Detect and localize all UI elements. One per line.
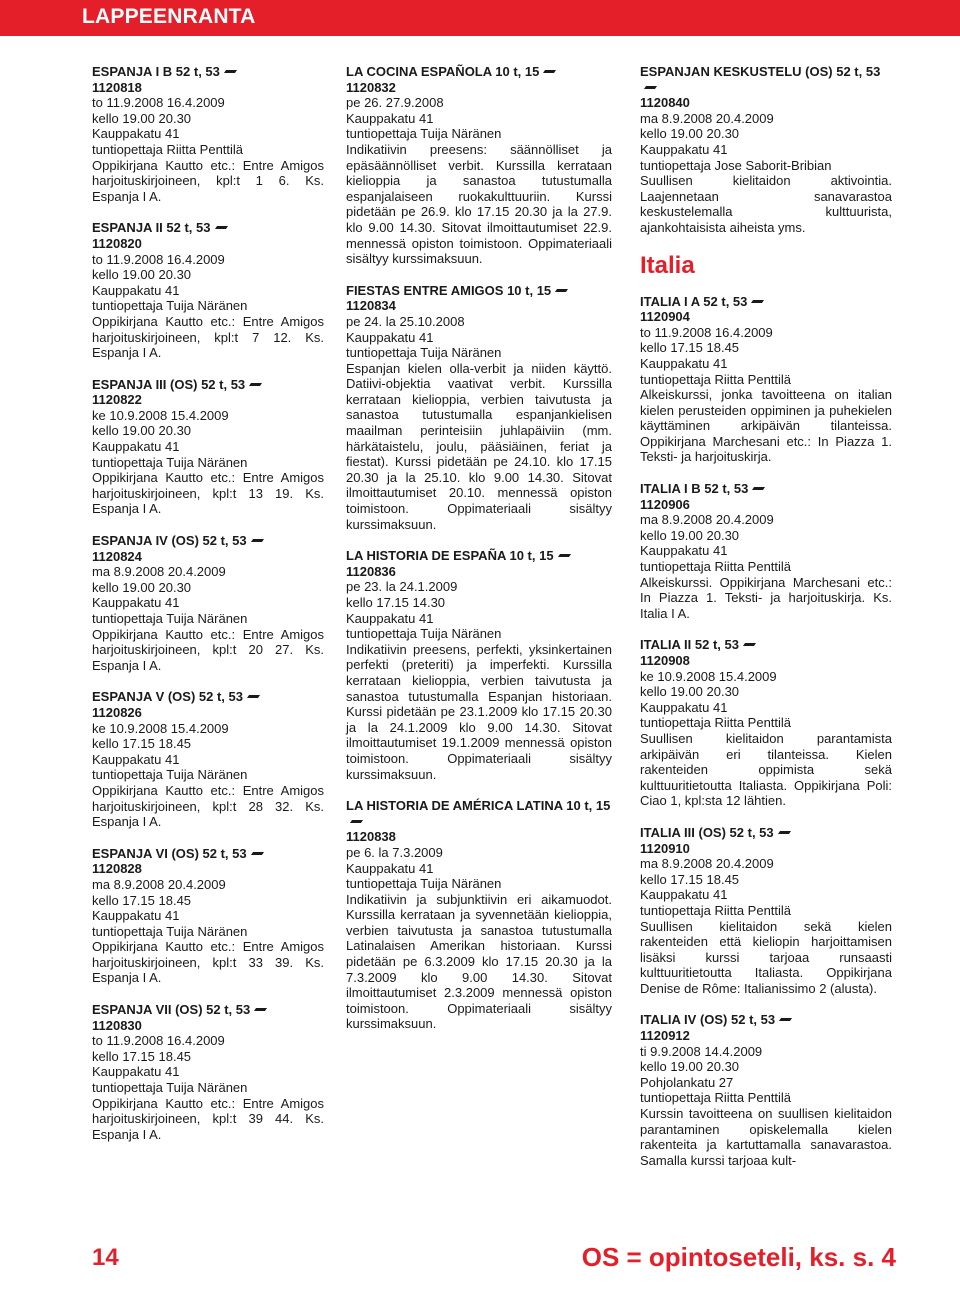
euro-icon	[543, 67, 555, 75]
course-detail-line: to 11.9.2008 16.4.2009	[92, 95, 225, 111]
course-code: 1120830	[92, 1017, 142, 1033]
course-detail-line: ma 8.9.2008 20.4.2009	[640, 110, 774, 126]
euro-icon	[752, 484, 764, 492]
course-description: Oppikirjana Kautto etc.: Entre Amigos harjoituskirjoineen, kpl:t 20 27. Ks. Espanja I A.	[92, 626, 324, 673]
course-entry	[640, 1012, 892, 1168]
course-code: 1120824	[92, 548, 142, 564]
course-entry	[640, 637, 892, 809]
course-detail-line: pe 24. la 25.10.2008	[346, 313, 465, 329]
course-detail-line: ke 10.9.2008 15.4.2009	[92, 720, 229, 736]
course-title-text: ESPANJAN KESKUSTELU (OS) 52 t, 53	[640, 64, 881, 79]
course-title	[346, 283, 612, 299]
course-detail-line: tuntiopettaja Tuija Näränen	[346, 876, 502, 892]
euro-icon	[779, 1015, 791, 1023]
course-detail-line: tuntiopettaja Riitta Penttilä	[92, 141, 244, 157]
course-detail-line: tuntiopettaja Riitta Penttilä	[640, 371, 792, 387]
course-detail-line: ma 8.9.2008 20.4.2009	[92, 876, 226, 892]
euro-icon	[743, 640, 755, 648]
column-3-top	[640, 64, 892, 236]
course-code: 1120818	[92, 79, 142, 95]
course-detail-line: tuntiopettaja Riitta Penttilä	[640, 559, 792, 575]
course-title-text: ESPANJA IV (OS) 52 t, 53	[92, 533, 247, 549]
column-1	[92, 64, 324, 1158]
course-title	[92, 220, 324, 236]
course-title-text: ESPANJA II 52 t, 53	[92, 220, 211, 236]
course-title-text: LA COCINA ESPAÑOLA 10 t, 15	[346, 64, 540, 79]
course-detail-line: Kauppakatu 41	[640, 355, 728, 371]
euro-icon	[215, 223, 227, 231]
course-entry	[346, 798, 612, 1032]
course-detail-line: tuntiopettaja Tuija Näränen	[92, 611, 248, 626]
euro-icon	[350, 817, 362, 825]
course-detail-line: kello 17.15 18.45	[92, 736, 192, 752]
course-title	[640, 825, 892, 841]
course-detail-line: tuntiopettaja Tuija Näränen	[346, 126, 502, 142]
course-detail-line: tuntiopettaja Tuija Näränen	[92, 767, 248, 783]
course-detail-line: kello 17.15 18.45	[92, 1048, 192, 1064]
course-detail-line: to 11.9.2008 16.4.2009	[92, 1033, 225, 1049]
course-detail-line: kello 19.00 20.30	[640, 1059, 740, 1075]
page-number: 14	[92, 1244, 119, 1271]
course-detail-line: to 11.9.2008 16.4.2009	[92, 251, 225, 267]
course-code: 1120834	[346, 298, 396, 314]
course-detail-line: Kauppakatu 41	[346, 329, 434, 345]
course-description: Alkeiskurssi, jonka tavoitteena on italian kielen perusteiden oppiminen ja puhekielen käyttäminen arkipäivän tilanteissa. Oppikirjana Marchesani etc.: In Piazza 1. Teksti- ja harjoituskirja.	[640, 387, 892, 465]
course-detail-line: pe 6. la 7.3.2009	[346, 844, 443, 860]
course-description: Alkeiskurssi. Oppikirjana Marchesani etc.: In Piazza 1. Teksti- ja harjoituskirja. Ks. Italia I A.	[640, 574, 892, 621]
course-code: 1120836	[346, 563, 396, 579]
course-description: Oppikirjana Kautto etc.: Entre Amigos harjoituskirjoineen, kpl:t 7 12. Ks. Espanja I A.	[92, 313, 324, 361]
euro-icon	[247, 692, 259, 700]
course-title	[640, 637, 892, 653]
course-detail-line: ma 8.9.2008 20.4.2009	[640, 512, 774, 528]
course-entry	[92, 689, 324, 829]
course-entry	[92, 377, 324, 517]
column-3	[640, 64, 892, 1184]
course-detail-line: kello 19.00 20.30	[92, 267, 192, 283]
euro-icon	[251, 849, 263, 857]
page-title: LAPPEENRANTA	[82, 5, 256, 28]
course-title-text: ESPANJA III (OS) 52 t, 53	[92, 376, 246, 392]
euro-icon	[254, 1005, 266, 1013]
course-detail-line: tuntiopettaja Jose Saborit-Bribian	[640, 157, 832, 173]
course-detail-line: kello 17.15 18.45	[640, 340, 740, 356]
course-description: Oppikirjana Kautto etc.: Entre Amigos harjoituskirjoineen, kpl:t 33 39. Ks. Espanja I A.	[92, 939, 324, 986]
course-detail-line: tuntiopettaja Tuija Näränen	[92, 298, 248, 314]
euro-icon	[778, 828, 790, 836]
course-description: Oppikirjana Kautto etc.: Entre Amigos harjoituskirjoineen, kpl:t 28 32. Ks. Espanja I A.	[92, 782, 324, 830]
euro-icon	[555, 286, 567, 294]
course-description: Indikatiivin preesens, perfekti, yksinkertainen perfekti (preteriti) ja imperfekti. Kurssilla kerrataan kielioppia, verbien taivutusta ja sanastoa tutustumalla Espanjan historiaan. Kurssi pidetään pe 23.1.2009 klo 17.15 20.30 ja la 24.1.2009 klo 9.00 14.30. Sitovat ilmoittautumiset 19.1.2009 mennessä opiston toimistoon. Oppimateriaali sisältyy kurssimaksuun.	[346, 641, 612, 782]
course-detail-line: Kauppakatu 41	[92, 282, 180, 298]
course-title-text: ITALIA I B 52 t, 53	[640, 481, 749, 497]
course-title-text: FIESTAS ENTRE AMIGOS 10 t, 15	[346, 282, 552, 298]
course-entry	[346, 548, 612, 782]
course-title	[346, 548, 612, 564]
course-title	[92, 689, 324, 705]
course-entry	[92, 533, 324, 673]
course-description: Espanjan kielen olla-verbit ja niiden käyttö. Datiivi-objektia vaativat verbit. Kurssilla kerrataan kielioppia, verbien taivutusta ja sanastoa tutustumalla espanjankielisen maailman perinteisiin juhlapäiviin (mm. härkätaistelu, joulu, pääsiäinen, feriat ja fiestat). Kurssi pidetään pe 24.10. klo 17.15 20.30 ja la 25.10. klo 9.00 14.30. Sitovat ilmoittautumiset 20.10. mennessä opiston toimistoon. Oppimateriaali sisältyy kurssimaksuun.	[346, 360, 612, 532]
course-detail-line: tuntiopettaja Tuija Näränen	[346, 626, 502, 642]
course-detail-line: ma 8.9.2008 20.4.2009	[640, 856, 774, 872]
course-detail-line: kello 17.15 18.45	[640, 871, 740, 887]
course-detail-line: ke 10.9.2008 15.4.2009	[640, 668, 777, 684]
course-detail-line: ti 9.9.2008 14.4.2009	[640, 1043, 763, 1059]
course-detail-line: Kauppakatu 41	[92, 1064, 180, 1080]
column-2	[346, 64, 612, 1048]
course-title	[92, 846, 324, 862]
course-detail-line: to 11.9.2008 16.4.2009	[640, 324, 773, 340]
course-detail-line: Kauppakatu 41	[346, 610, 434, 626]
course-detail-line: Kauppakatu 41	[346, 860, 434, 876]
course-title-text: ESPANJA V (OS) 52 t, 53	[92, 689, 243, 705]
course-detail-line: Kauppakatu 41	[92, 126, 180, 142]
course-title	[640, 64, 892, 95]
euro-icon	[224, 67, 236, 75]
euro-icon	[644, 83, 656, 91]
course-title	[346, 798, 612, 829]
course-entry	[640, 481, 892, 621]
course-title-text: LA HISTORIA DE AMÉRICA LATINA 10 t, 15	[346, 798, 611, 814]
course-detail-line: Kauppakatu 41	[640, 699, 728, 715]
course-detail-line: tuntiopettaja Tuija Näränen	[92, 1080, 248, 1096]
course-detail-line: kello 19.00 20.30	[640, 126, 740, 142]
course-title	[640, 481, 892, 497]
course-entry	[92, 220, 324, 360]
course-title-text: ITALIA I A 52 t, 53	[640, 293, 748, 309]
course-description: Suullisen kielitaidon aktivointia. Laajennetaan sanavarastoa keskustelemalla kulttuurista, ajankohtaisista aiheista yms.	[640, 173, 892, 235]
course-code: 1120908	[640, 653, 690, 668]
euro-icon	[558, 551, 570, 559]
course-detail-line: tuntiopettaja Riitta Penttilä	[640, 1090, 792, 1106]
course-description: Suullisen kielitaidon parantamista arkipäivän eri tilanteissa. Kielen rakenteiden oppimista sekä kulttuuritietoutta Italiasta. Oppikirjana Poli: Ciao 1, kpl:sta 12 lähtien.	[640, 730, 892, 809]
course-detail-line: tuntiopettaja Tuija Näränen	[92, 454, 248, 470]
course-title-text: ITALIA II 52 t, 53	[640, 637, 739, 653]
course-code: 1120822	[92, 392, 142, 408]
course-detail-line: tuntiopettaja Riitta Penttilä	[640, 902, 792, 918]
course-title	[640, 294, 892, 310]
euro-icon	[751, 297, 763, 305]
course-code: 1120826	[92, 704, 142, 720]
course-code: 1120832	[346, 79, 396, 95]
course-code: 1120904	[640, 309, 690, 325]
course-title	[92, 64, 324, 80]
course-detail-line: kello 19.00 20.30	[92, 579, 192, 595]
course-detail-line: Kauppakatu 41	[346, 110, 434, 126]
course-description: Oppikirjana Kautto etc.: Entre Amigos harjoituskirjoineen, kpl:t 13 19. Ks. Espanja I A.	[92, 470, 324, 517]
course-entry	[640, 64, 892, 236]
column-3-italia	[640, 294, 892, 1169]
course-detail-line: tuntiopettaja Tuija Näränen	[346, 345, 502, 361]
course-detail-line: ke 10.9.2008 15.4.2009	[92, 407, 229, 423]
course-title	[92, 533, 324, 549]
course-detail-line: tuntiopettaja Riitta Penttilä	[640, 715, 792, 731]
course-entry	[346, 64, 612, 267]
course-detail-line: Kauppakatu 41	[640, 887, 728, 903]
course-detail-line: pe 26. 27.9.2008	[346, 95, 444, 111]
course-detail-line: tuntiopettaja Tuija Näränen	[92, 923, 248, 939]
course-description: Oppikirjana Kautto etc.: Entre Amigos harjoituskirjoineen, kpl:t 1 6. Ks. Espanja I A.	[92, 157, 324, 204]
footer-note: OS = opintoseteli, ks. s. 4	[581, 1242, 896, 1272]
header-bar	[0, 0, 960, 36]
course-description: Oppikirjana Kautto etc.: Entre Amigos harjoituskirjoineen, kpl:t 39 44. Ks. Espanja I A.	[92, 1095, 324, 1142]
course-title-text: ESPANJA I B 52 t, 53	[92, 64, 220, 79]
course-detail-line: Kauppakatu 41	[92, 439, 180, 455]
course-code: 1120840	[640, 95, 690, 111]
course-code: 1120820	[92, 235, 142, 251]
section-heading-italia: Italia	[640, 251, 695, 279]
course-title	[92, 1002, 324, 1018]
course-description: Kurssin tavoitteena on suullisen kielitaidon parantaminen opiskelemalla kielen rakenteita ja kartuttamalla sanavarastoa. Samalla kurssi tarjoaa kult-	[640, 1106, 892, 1168]
course-code: 1120910	[640, 840, 690, 856]
course-code: 1120912	[640, 1028, 690, 1044]
euro-icon	[249, 380, 261, 388]
course-detail-line: kello 19.00 20.30	[640, 684, 740, 700]
course-entry	[640, 294, 892, 466]
course-code: 1120838	[346, 829, 396, 845]
course-entry	[640, 825, 892, 997]
course-code: 1120906	[640, 496, 690, 512]
course-detail-line: Kauppakatu 41	[92, 751, 180, 767]
course-title-text: ESPANJA VI (OS) 52 t, 53	[92, 845, 247, 861]
course-code: 1120828	[92, 861, 142, 877]
course-entry	[92, 1002, 324, 1142]
course-detail-line: Kauppakatu 41	[92, 595, 180, 611]
course-detail-line: Kauppakatu 41	[640, 141, 728, 157]
course-title	[92, 377, 324, 393]
course-detail-line: ma 8.9.2008 20.4.2009	[92, 564, 226, 580]
course-description: Indikatiivin ja subjunktiivin eri aikamuodot. Kurssilla kerrataan ja syvennetään kielioppia, verbien taivutusta ja sanastoa tutustumalla Latinalaisen Amerikan historiaan. Kurssi pidetään pe 6.3.2009 klo 17.15 20.30 ja la 7.3.2009 klo 9.00 14.30. Sitovat ilmoittautumiset 2.3.2009 mennessä opiston toimistoon. Oppimateriaali sisältyy kurssimaksuun.	[346, 891, 612, 1032]
course-detail-line: Kauppakatu 41	[640, 543, 728, 559]
course-entry	[346, 283, 612, 533]
course-entry	[92, 64, 324, 204]
course-title-text: ITALIA III (OS) 52 t, 53	[640, 824, 774, 840]
course-title-text: LA HISTORIA DE ESPAÑA 10 t, 15	[346, 548, 554, 564]
course-detail-line: Pohjolankatu 27	[640, 1074, 734, 1090]
course-title	[640, 1012, 892, 1028]
course-entry	[92, 846, 324, 986]
course-detail-line: kello 19.00 20.30	[92, 423, 192, 439]
course-title	[346, 64, 612, 80]
course-description: Indikatiivin preesens: säännölliset ja epäsäännölliset verbit. Kurssilla kerrataan kielioppia ja sanastoa tutustumalla espanjalaiseen ruokakulttuuriin. Kurssi pidetään pe 26.9. klo 17.15 20.30 ja la 27.9. klo 9.00 14.30. Sitovat ilmoittautumiset 22.9. mennessä opiston toimistoon. Oppimateriaali sisältyy kurssimaksuun.	[346, 141, 612, 267]
course-detail-line: kello 17.15 18.45	[92, 892, 192, 908]
course-detail-line: Kauppakatu 41	[92, 908, 180, 924]
course-detail-line: kello 19.00 20.30	[92, 110, 192, 126]
euro-icon	[251, 536, 263, 544]
course-detail-line: pe 23. la 24.1.2009	[346, 579, 458, 595]
course-detail-line: kello 19.00 20.30	[640, 527, 740, 543]
course-description: Suullisen kielitaidon sekä kielen rakenteiden että kieliopin harjoittamisen lisäksi kurssi tarjoaa runsaasti kulttuuritietoutta Italiasta. Oppikirjana Denise de Rôme: Italianissimo 2 (alusta).	[640, 918, 892, 996]
course-detail-line: kello 17.15 14.30	[346, 595, 446, 610]
course-title-text: ITALIA IV (OS) 52 t, 53	[640, 1012, 776, 1028]
course-title-text: ESPANJA VII (OS) 52 t, 53	[92, 1002, 251, 1018]
